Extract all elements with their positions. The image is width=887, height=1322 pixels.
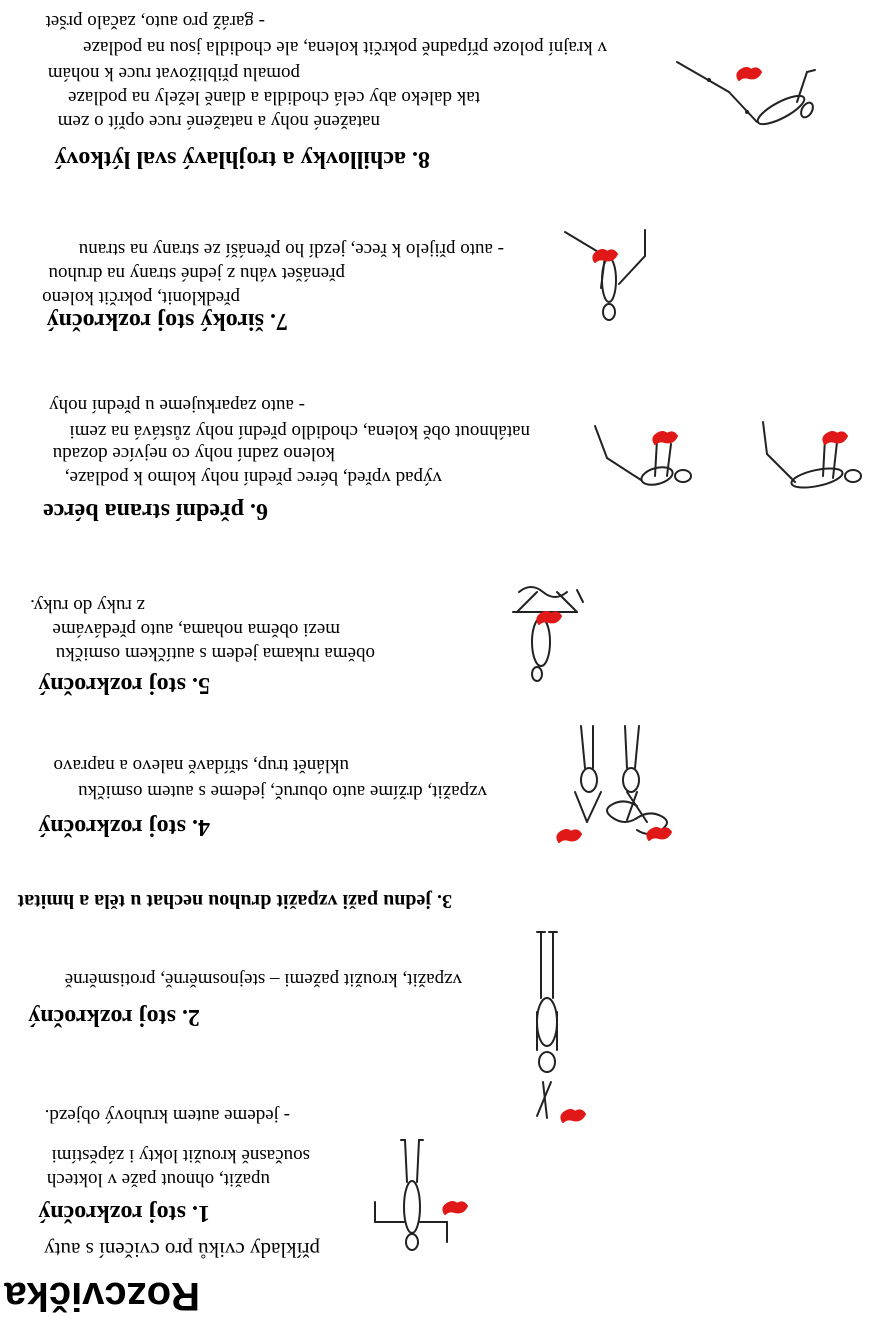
section-1-line: současně kroužit lokty i zápěstími [51,1145,310,1166]
section-6-heading: 6. přední strana bérce [43,498,268,524]
section-5-line: z ruky do ruky. [30,595,145,616]
section-6-line: - auto zaparkujeme u přední nohy [49,395,305,416]
section-2-heading: 2. stoj rozkročný [28,1004,200,1030]
section-6-line: natáhnout obě kolena, chodidlo přední nohy zůstává na zemi [69,421,530,442]
section-8-line: tak daleko aby celá chodidla a dlaně ležely na podlaze [68,87,480,108]
section-6-line: výpad vpřed, bérec přední nohy kolmo k podlaze, [64,467,442,488]
section-7-line: předklonit, pokrčit koleno [42,287,240,308]
page-title: Rozcvička [4,1274,200,1318]
section-8-line: v krajní poloze případně pokrčit kolena, ale chodidla jsou na podlaze [83,37,607,58]
section-5-line: mezi oběma nohama, auto předáváme [52,619,340,640]
section-8-heading: 8. achillovky a trojhlavý sval lýtkový [54,146,430,172]
section-6-line: koleno zadní nohy co nejvíce dozadu [52,443,335,464]
section-1-heading: 1. stoj rozkročný [38,1200,210,1226]
section-8-line: natažené nohy a natažené ruce opřít o zem [57,111,380,132]
section-5-heading: 5. stoj rozkročný [38,672,210,698]
section-7-heading: 7. široký stoj rozkročný [46,308,288,334]
section-8-line: - garáž pro auto, začalo pršet [45,11,265,32]
section-4-line: uklánět trup, střídavě nalevo a napravo [53,755,349,776]
section-2-line: vzpažit, kroužit pažemi – stejnosměrně, protisměrně [64,969,462,990]
figure-exercise-6 [587,412,867,502]
section-3-heading: 3. jednu paži vzpažit druhou nechat u těla a hmitat [17,890,452,912]
figure-exercise-8 [667,42,817,132]
figure-exercise-5 [497,582,597,682]
section-8-line: pomalu přibližovat ruce k nohám [47,63,300,84]
page-subtitle: příklady cviků pro cvičení s auty [44,1238,320,1262]
section-7-line: - auto přijelo k řece, jezdí ho přenáší ze strany na stranu [78,239,504,260]
figure-exercise-4 [557,722,667,842]
section-7-line: přenášet váhu z jedné strany na druhou [48,263,345,284]
section-5-line: oběma rukama jedem s autíčkem osmičku [55,643,375,664]
figure-exercise-2 [507,922,587,1122]
figure-exercise-1 [357,1132,467,1262]
section-1-line: upažit, ohnout paže v loktech [46,1169,270,1190]
section-4-heading: 4. stoj rozkročný [38,814,210,840]
section-4-line: vzpažit, držíme auto oburuč, jedeme s autem osmičku [78,781,487,802]
figure-exercise-7 [555,222,665,322]
section-1-line: - jedeme autem kruhový objezd. [44,1105,290,1126]
